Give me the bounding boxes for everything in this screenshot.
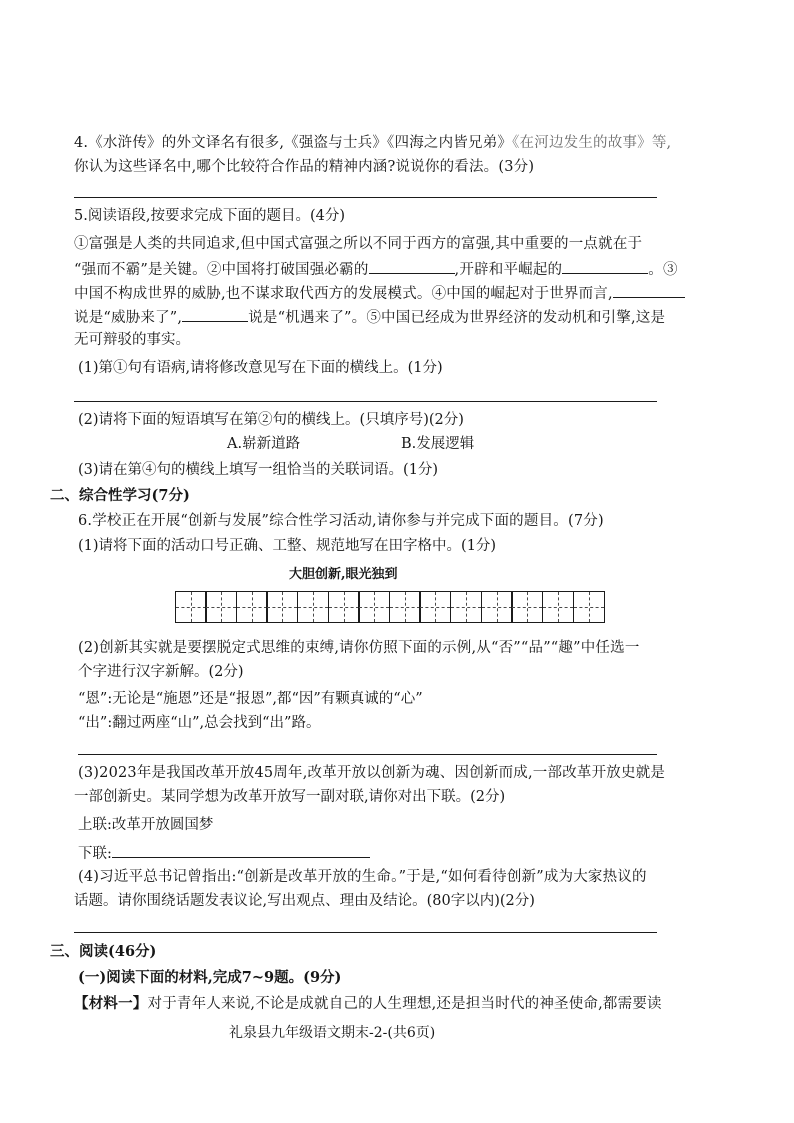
- grid-cell[interactable]: [419, 591, 451, 623]
- grid-cell[interactable]: [542, 591, 574, 623]
- material1-line: [74, 994, 662, 1014]
- q6-sub3-line2: 一部创新史。某同学想为改革开放写一副对联,请你对出下联。(2分): [74, 789, 506, 805]
- q6-title: 6.学校正在开展“创新与发展”综合性学习活动,请你参与并完成下面的题目。(7分): [78, 513, 604, 529]
- q5-sub1-answer-line: [74, 401, 657, 402]
- q4-line1: [74, 133, 671, 153]
- q5-blank-2[interactable]: [562, 258, 648, 274]
- q6-sub4-answer-line: [74, 932, 657, 933]
- q5-option-b: B.发展逻辑: [401, 436, 475, 452]
- q6-example-2: “出”:翻过两座“山”,总会找到“出”路。: [78, 715, 321, 731]
- section2-title: 二、综合性学习(7分): [50, 487, 190, 504]
- couplet-lower-blank[interactable]: [112, 842, 370, 858]
- q4-line1-faded-text: 《在河边发生的故事》等,: [512, 135, 672, 151]
- q5-para-line3-text: 中国不构成世界的威胁,也不谋求取代西方的发展模式。④中国的崛起对于世界而言,: [74, 286, 613, 302]
- q5-para-line2-a: “强而不霸”是关键。②中国将打破国强必霸的: [74, 262, 369, 278]
- q5-para-line1: ①富强是人类的共同追求,但中国式富强之所以不同于西方的富强,其中重要的一点就在于: [74, 236, 643, 252]
- grid-cell[interactable]: [266, 591, 298, 623]
- q5-para-line2-c: 。③: [648, 262, 678, 278]
- q5-blank-1[interactable]: [369, 258, 455, 274]
- q5-para-line2: [74, 258, 678, 280]
- q5-title: 5.阅读语段,按要求完成下面的题目。(4分): [74, 208, 345, 224]
- grid-cell[interactable]: [573, 591, 605, 623]
- grid-cell[interactable]: [358, 591, 390, 623]
- material1-label: 【材料一】: [74, 995, 148, 1012]
- q4-line1-text: 4.《水浒传》的外文译名有很多,《强盗与士兵》《四海之内皆兄弟》: [74, 135, 513, 151]
- grid-cell[interactable]: [205, 591, 237, 623]
- grid-cell[interactable]: [450, 591, 482, 623]
- material1-text: 对于青年人来说,不论是成就自己的人生理想,还是担当时代的神圣使命,都需要读: [147, 996, 662, 1012]
- grid-cell[interactable]: [236, 591, 268, 623]
- grid-cell[interactable]: [481, 591, 513, 623]
- q6-example-1: “恩”:无论是“施恩”还是“报恩”,都“因”有颗真诚的“心”: [78, 691, 423, 707]
- q5-sub3: (3)请在第④句的横线上填写一组恰当的关联词语。(1分): [78, 462, 439, 478]
- couplet-lower-label: 下联:: [78, 846, 112, 862]
- q5-para-line4-b: 说是“机遇来了”。⑤中国已经成为世界经济的发动机和引擎,这是: [248, 310, 666, 326]
- tianzige-grid: [176, 591, 605, 623]
- q5-para-line3: [74, 282, 685, 304]
- grid-cell[interactable]: [175, 591, 207, 623]
- couplet-upper: 上联:改革开放圆国梦: [78, 817, 214, 833]
- q5-option-a: A.崭新道路: [227, 436, 301, 452]
- page-footer: 礼泉县九年级语文期末-2-(共6页): [229, 1025, 436, 1041]
- grid-cell[interactable]: [297, 591, 329, 623]
- q5-para-line5: 无可辩驳的事实。: [74, 332, 190, 348]
- q5-sub2: (2)请将下面的短语填写在第②句的横线上。(只填序号)(2分): [78, 412, 464, 428]
- reading-part1-title: (一)阅读下面的材料,完成7~9题。(9分): [78, 969, 342, 986]
- q5-blank-4[interactable]: [182, 306, 248, 322]
- q6-sub2-answer-line: [78, 754, 657, 755]
- q4-line2: 你认为这些译名中,哪个比较符合作品的精神内涵?说说你的看法。(3分): [74, 159, 535, 175]
- section3-title: 三、阅读(46分): [50, 943, 157, 960]
- grid-cell[interactable]: [389, 591, 421, 623]
- q6-sub2-line2: 个字进行汉字新解。(2分): [78, 664, 244, 680]
- q5-para-line4: [74, 306, 665, 328]
- q5-para-line4-a: 说是“威胁来了”,: [74, 310, 183, 326]
- q6-sub4-line1: (4)习近平总书记曾指出:“创新是改革开放的生命。”于是,“如何看待创新”成为大家热议的: [78, 869, 647, 885]
- q5-blank-3[interactable]: [613, 282, 685, 298]
- q6-slogan: 大胆创新,眼光独到: [289, 567, 398, 582]
- q6-sub3-line1: (3)2023年是我国改革开放45周年,改革开放以创新为魂、因创新而成,一部改革开放史就是: [78, 765, 666, 781]
- q5-sub1: (1)第①句有语病,请将修改意见写在下面的横线上。(1分): [78, 360, 443, 376]
- grid-cell[interactable]: [328, 591, 360, 623]
- q6-sub2-line1: (2)创新其实就是要摆脱定式思维的束缚,请你仿照下面的示例,从“否”“品”“趣”中任选一: [78, 640, 640, 656]
- q4-answer-line: [74, 197, 657, 198]
- grid-cell[interactable]: [511, 591, 543, 623]
- q6-sub1: (1)请将下面的活动口号正确、工整、规范地写在田字格中。(1分): [78, 538, 497, 554]
- couplet-lower: [78, 842, 370, 864]
- q6-sub4-line2: 话题。请你围绕话题发表议论,写出观点、理由及结论。(80字以内)(2分): [74, 893, 535, 909]
- q5-para-line2-b: ,开辟和平崛起的: [454, 262, 563, 278]
